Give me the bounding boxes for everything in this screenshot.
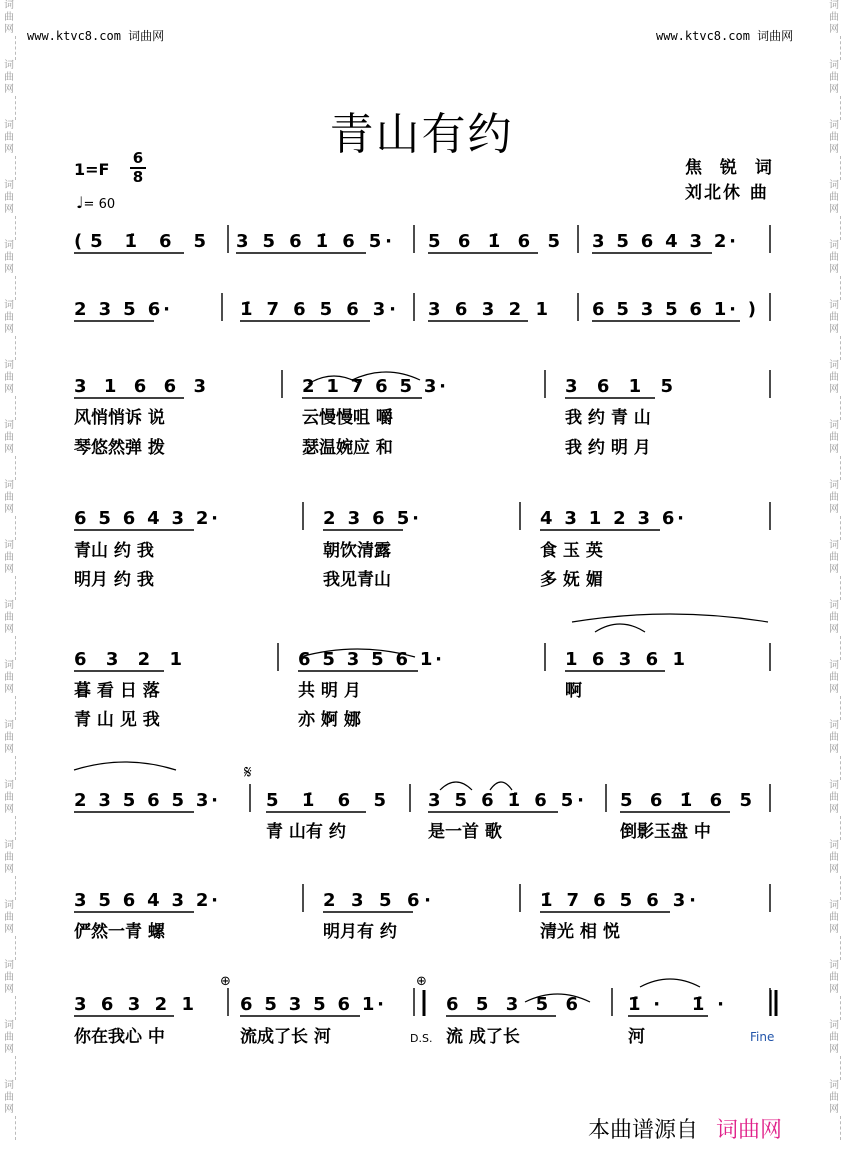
watermark-char: 词: [4, 1080, 14, 1091]
notation-measure: 6 5 3 5 6 1·: [298, 649, 442, 670]
watermark-char: 网: [829, 744, 839, 755]
lyric-text: 青 山 见 我: [74, 710, 160, 730]
watermark-char: 曲: [4, 792, 14, 803]
lyric-text: 青山 约 我: [74, 541, 154, 561]
watermark-char: 词: [4, 180, 14, 191]
notation-measure: 3 6 1 5: [565, 376, 673, 397]
watermark-char: 词: [829, 120, 839, 131]
footer-brand: 词曲网: [716, 1118, 783, 1143]
watermark-char: 网: [4, 264, 14, 275]
notation-measure: 6 5 6 4 3 2·: [74, 508, 218, 529]
watermark-char: 曲: [4, 732, 14, 743]
watermark-char: 网: [4, 624, 14, 635]
watermark-char: 网: [829, 144, 839, 155]
watermark-char: 词: [4, 720, 14, 731]
watermark-char: 网: [4, 1104, 14, 1115]
watermark-char: 词: [4, 600, 14, 611]
notation-measure: 2 3 5 6 5 3·: [74, 790, 218, 811]
watermark-char: 曲: [4, 852, 14, 863]
watermark-char: 网: [829, 864, 839, 875]
watermark-char: 词: [829, 1080, 839, 1091]
watermark-char: 词: [4, 900, 14, 911]
watermark-char: 曲: [829, 972, 839, 983]
watermark-char: 词: [4, 60, 14, 71]
watermark-char: 曲: [829, 132, 839, 143]
watermark-char: 词: [829, 0, 839, 11]
notation-measure: 5 6 1̇ 6 5: [428, 231, 560, 252]
watermark-char: 曲: [4, 1032, 14, 1043]
tie-slur: [572, 614, 768, 622]
watermark-char: 曲: [4, 612, 14, 623]
notation-measure: 3 5 6 1̇ 6 5·: [428, 790, 584, 811]
watermark-char: 曲: [829, 492, 839, 503]
watermark-char: 词: [4, 240, 14, 251]
lyric-text: 风悄悄诉 说: [74, 408, 165, 428]
notation-measure: 1 6 3 6 1: [565, 649, 685, 670]
notation-measure: 3 1 6 6 3: [74, 376, 206, 397]
lyric-text: 瑟温婉应 和: [302, 438, 393, 458]
watermark-char: 曲: [4, 72, 14, 83]
watermark-char: 词: [4, 1020, 14, 1031]
lyric-text: 啊: [565, 681, 582, 701]
lyricist-credit: 焦 锐 词: [685, 158, 778, 178]
watermark-char: 曲: [829, 12, 839, 23]
lyric-text: 明月 约 我: [74, 570, 154, 590]
watermark-char: 词: [4, 780, 14, 791]
watermark-char: 网: [4, 1044, 14, 1055]
watermark-char: 网: [4, 444, 14, 455]
tie-slur: [440, 782, 472, 790]
watermark-char: 词: [4, 0, 14, 11]
watermark-char: 网: [4, 204, 14, 215]
notation-measure: 3 5 6 1̇ 6 5·: [236, 231, 392, 252]
watermark-char: 词: [4, 300, 14, 311]
time-signature-top: 6: [132, 149, 144, 167]
watermark-char: 词: [829, 480, 839, 491]
watermark-char: 网: [4, 984, 14, 995]
watermark-char: 曲: [829, 792, 839, 803]
notation-measure: 2 3 6 5·: [323, 508, 419, 529]
watermark-char: 曲: [829, 552, 839, 563]
watermark-char: 词: [829, 720, 839, 731]
coda-sign: ⊕: [220, 974, 231, 989]
lyric-text: 清光 相 悦: [540, 922, 620, 942]
lyric-text: 倒影玉盘 中: [620, 822, 711, 842]
watermark-char: 曲: [4, 12, 14, 23]
footer-text: 本曲谱源自: [588, 1118, 699, 1143]
watermark-char: 曲: [4, 132, 14, 143]
tie-slur: [640, 979, 700, 987]
watermark-char: 曲: [4, 312, 14, 323]
page-title: 青山有约: [329, 109, 514, 160]
watermark-char: 曲: [829, 732, 839, 743]
tie-slur: [595, 624, 645, 632]
watermark-char: 曲: [4, 912, 14, 923]
lyric-text: 流 成了长: [446, 1027, 520, 1047]
lyric-text: 你在我心 中: [74, 1027, 165, 1047]
watermark-char: 网: [4, 144, 14, 155]
lyric-text: 是一首 歌: [428, 822, 502, 842]
source-footer: [588, 1113, 782, 1144]
watermark-char: 网: [829, 504, 839, 515]
watermark-char: 网: [4, 864, 14, 875]
watermark-char: 词: [829, 600, 839, 611]
notation-measure: 6 5 3 5 6 1· ): [592, 299, 756, 320]
watermark-char: 网: [4, 504, 14, 515]
watermark-char: 词: [829, 420, 839, 431]
header-site-left: www.ktvc8.com 词曲网: [27, 29, 165, 43]
watermark-char: 词: [4, 660, 14, 671]
fine-marking: Fine: [750, 1030, 775, 1044]
notation-measure: 2 1 7 6 5 3·: [302, 376, 446, 397]
notation-measure: (5 1̇ 6 5: [74, 231, 206, 252]
lyric-text: 青 山有 约: [266, 822, 346, 842]
notation-measure: 6 3 2 1: [74, 649, 182, 670]
notation-measure: 3 6 3 2 1: [74, 994, 194, 1015]
ds-marking: D.S.: [410, 1032, 433, 1045]
watermark-char: 词: [829, 960, 839, 971]
notation-measure: 1̇ 7 6 5 6 3·: [240, 299, 396, 320]
watermark-char: 词: [829, 360, 839, 371]
notation-measure: 1̇· 1̇·: [628, 994, 724, 1015]
watermark-char: 曲: [4, 672, 14, 683]
watermark-char: 网: [829, 984, 839, 995]
lyric-text: 共 明 月: [298, 681, 361, 701]
lyric-text: 食 玉 英: [540, 541, 603, 561]
watermark-char: 曲: [829, 432, 839, 443]
notation-measure: 6 5 3 5 6 1·: [240, 994, 384, 1015]
watermark-char: 曲: [4, 492, 14, 503]
notation-measure: 3 5 6 4 3 2·: [592, 231, 736, 252]
notation-measure: 2 3 5 6·: [323, 890, 431, 911]
lyric-text: 明月有 约: [323, 922, 397, 942]
watermark-char: 曲: [829, 192, 839, 203]
watermark-char: 网: [829, 324, 839, 335]
watermark-char: 曲: [4, 552, 14, 563]
watermark-char: 网: [829, 804, 839, 815]
watermark-char: 曲: [829, 312, 839, 323]
watermark-char: 网: [829, 444, 839, 455]
watermark-char: 曲: [829, 1032, 839, 1043]
notation-measure: 3 5 6 4 3 2·: [74, 890, 218, 911]
lyric-text: 流成了长 河: [240, 1027, 331, 1047]
tempo-value: = 60: [83, 197, 116, 212]
watermark-char: 曲: [829, 672, 839, 683]
time-signature-bottom: 8: [132, 168, 144, 186]
watermark-char: 网: [4, 804, 14, 815]
watermark-char: 词: [4, 840, 14, 851]
watermark-char: 曲: [829, 372, 839, 383]
lyric-text: 朝饮清露: [323, 541, 391, 561]
watermark-char: 网: [4, 324, 14, 335]
watermark-char: 词: [829, 1020, 839, 1031]
watermark-char: 网: [4, 924, 14, 935]
watermark-char: 曲: [4, 432, 14, 443]
notation-measure: 5 6 1̇ 6 5: [620, 790, 752, 811]
watermark-char: 网: [829, 564, 839, 575]
lyric-text: 我见青山: [323, 570, 391, 590]
watermark-char: 曲: [829, 72, 839, 83]
notation-measure: 1̇ 7 6 5 6 3·: [540, 890, 696, 911]
watermark-char: 网: [829, 384, 839, 395]
watermark-char: 网: [829, 264, 839, 275]
watermark-char: 词: [829, 780, 839, 791]
watermark-char: 曲: [4, 372, 14, 383]
lyric-text: 我 约 明 月: [565, 438, 651, 458]
notation-measure: 6 5 3 5 6: [446, 994, 578, 1015]
watermark-char: 词: [829, 60, 839, 71]
watermark-char: 曲: [4, 252, 14, 263]
watermark-char: 网: [829, 24, 839, 35]
lyric-text: 云慢慢咀 嚼: [302, 408, 393, 428]
watermark-char: 曲: [829, 252, 839, 263]
key-signature: 1=F: [74, 160, 110, 179]
watermark-char: 网: [829, 924, 839, 935]
coda-sign: ⊕: [416, 974, 427, 989]
watermark-char: 曲: [829, 1092, 839, 1103]
watermark-char: 词: [829, 540, 839, 551]
watermark-char: 词: [829, 300, 839, 311]
watermark-char: 词: [4, 540, 14, 551]
watermark-char: 词: [829, 840, 839, 851]
watermark-char: 网: [829, 624, 839, 635]
watermark-char: 网: [829, 1044, 839, 1055]
watermark-char: 曲: [829, 612, 839, 623]
notation-measure: 4 3 1 2 3 6·: [540, 508, 684, 529]
watermark-char: 词: [4, 120, 14, 131]
watermark-char: 网: [4, 564, 14, 575]
lyric-text: 琴悠然弹 拨: [74, 438, 165, 458]
watermark-char: 曲: [829, 852, 839, 863]
notation-measure: 3 6 3 2 1: [428, 299, 548, 320]
header-site-right: www.ktvc8.com 词曲网: [656, 29, 794, 43]
notation-measure: 2 3 5 6·: [74, 299, 170, 320]
watermark-char: 网: [829, 84, 839, 95]
watermark-char: 曲: [4, 192, 14, 203]
lyric-text: 暮 看 日 落: [74, 681, 160, 701]
lyric-text: 俨然一青 螺: [74, 922, 165, 942]
lyric-text: 多 妩 媚: [540, 570, 603, 590]
segno-sign: 𝄋: [244, 762, 252, 783]
watermark-char: 网: [4, 384, 14, 395]
watermark-char: 词: [829, 240, 839, 251]
watermark-char: 网: [829, 684, 839, 695]
watermark-char: 曲: [829, 912, 839, 923]
watermark-char: 词: [829, 180, 839, 191]
lyric-text: 河: [628, 1027, 645, 1047]
notation-measure: 5 1̇ 6 5: [266, 790, 386, 811]
watermark-char: 词: [4, 420, 14, 431]
watermark-char: 曲: [4, 972, 14, 983]
watermark-char: 网: [4, 684, 14, 695]
watermark-char: 词: [4, 960, 14, 971]
lyric-text: 亦 婀 娜: [298, 710, 361, 730]
tie-slur: [74, 762, 176, 770]
watermark-char: 词: [829, 900, 839, 911]
composer-credit: 刘北休 曲: [685, 183, 769, 203]
watermark-char: 曲: [4, 1092, 14, 1103]
watermark-char: 网: [4, 24, 14, 35]
watermark-char: 网: [4, 744, 14, 755]
lyric-text: 我 约 青 山: [565, 408, 651, 428]
quarter-note-icon: ♩: [76, 193, 84, 212]
watermark-char: 词: [4, 360, 14, 371]
watermark-char: 网: [4, 84, 14, 95]
watermark-char: 网: [829, 204, 839, 215]
watermark-char: 词: [829, 660, 839, 671]
watermark-char: 词: [4, 480, 14, 491]
tie-slur: [490, 782, 512, 790]
watermark-char: 网: [829, 1104, 839, 1115]
